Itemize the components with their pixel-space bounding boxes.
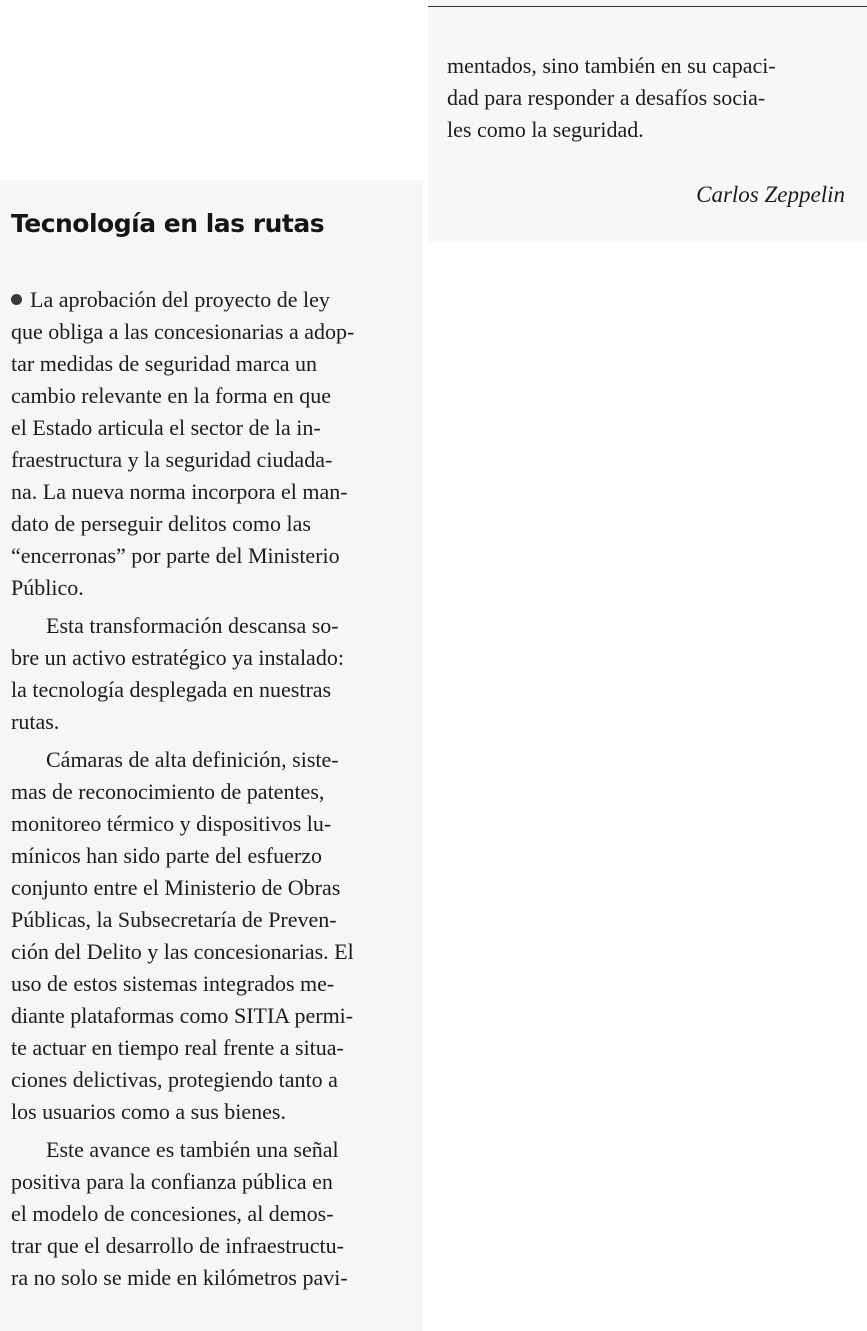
text-line: Esta transformación descansa so-: [46, 613, 339, 638]
author-signature: Carlos Zeppelin: [696, 182, 845, 207]
text-line: monitoreo térmico y dispositivos lu-: [11, 811, 332, 836]
text-line: los usuarios como a sus bienes.: [11, 1099, 286, 1124]
text-line: mas de reconocimiento de patentes,: [11, 779, 325, 804]
article-headline: Tecnología en las rutas: [11, 209, 325, 238]
right-column-text: [447, 50, 847, 146]
text-line: te actuar en tiempo real frente a situa-: [11, 1035, 344, 1060]
text-line: Público.: [11, 575, 84, 600]
text-line: fraestructura y la seguridad ciudada-: [11, 447, 333, 472]
bullet-icon: [11, 294, 22, 305]
article-body: [11, 284, 409, 1294]
text-line: “encerronas” por parte del Ministerio: [11, 543, 340, 568]
text-line-content: La aprobación del proyecto de ley: [30, 287, 330, 312]
text-line: [11, 284, 409, 316]
column-top-rule: [428, 6, 867, 7]
text-line: conjunto entre el Ministerio de Obras: [11, 875, 341, 900]
text-line: ra no solo se mide en kilómetros pavi-: [11, 1265, 348, 1290]
text-line: la tecnología desplegada en nuestras: [11, 677, 332, 702]
text-line: que obliga a las concesionarias a adop-: [11, 319, 355, 344]
text-line: positiva para la confianza pública en: [11, 1169, 333, 1194]
text-line: mentados, sino también en su capaci-: [447, 53, 776, 78]
text-line: rutas.: [11, 709, 60, 734]
text-line: Cámaras de alta definición, siste-: [46, 747, 339, 772]
text-line: dato de perseguir delitos como las: [11, 511, 311, 536]
text-line: diante plataformas como SITIA permi-: [11, 1003, 354, 1028]
text-line: na. La nueva norma incorpora el man-: [11, 479, 348, 504]
text-line: Este avance es también una señal: [46, 1137, 339, 1162]
text-line: el modelo de concesiones, al demos-: [11, 1201, 334, 1226]
text-line: trar que el desarrollo de infraestructu-: [11, 1233, 344, 1258]
text-line: les como la seguridad.: [447, 117, 644, 142]
text-line: ción del Delito y las concesionarias. El: [11, 939, 354, 964]
text-line: uso de estos sistemas integrados me-: [11, 971, 335, 996]
text-line: mínicos han sido parte del esfuerzo: [11, 843, 322, 868]
text-line: cambio relevante en la forma en que: [11, 383, 332, 408]
text-line: Públicas, la Subsecretaría de Preven-: [11, 907, 337, 932]
text-line: ciones delictivas, protegiendo tanto a: [11, 1067, 338, 1092]
text-line: tar medidas de seguridad marca un: [11, 351, 318, 376]
text-line: el Estado articula el sector de la in-: [11, 415, 321, 440]
text-line: dad para responder a desafíos socia-: [447, 85, 766, 110]
text-line: bre un activo estratégico ya instalado:: [11, 645, 344, 670]
